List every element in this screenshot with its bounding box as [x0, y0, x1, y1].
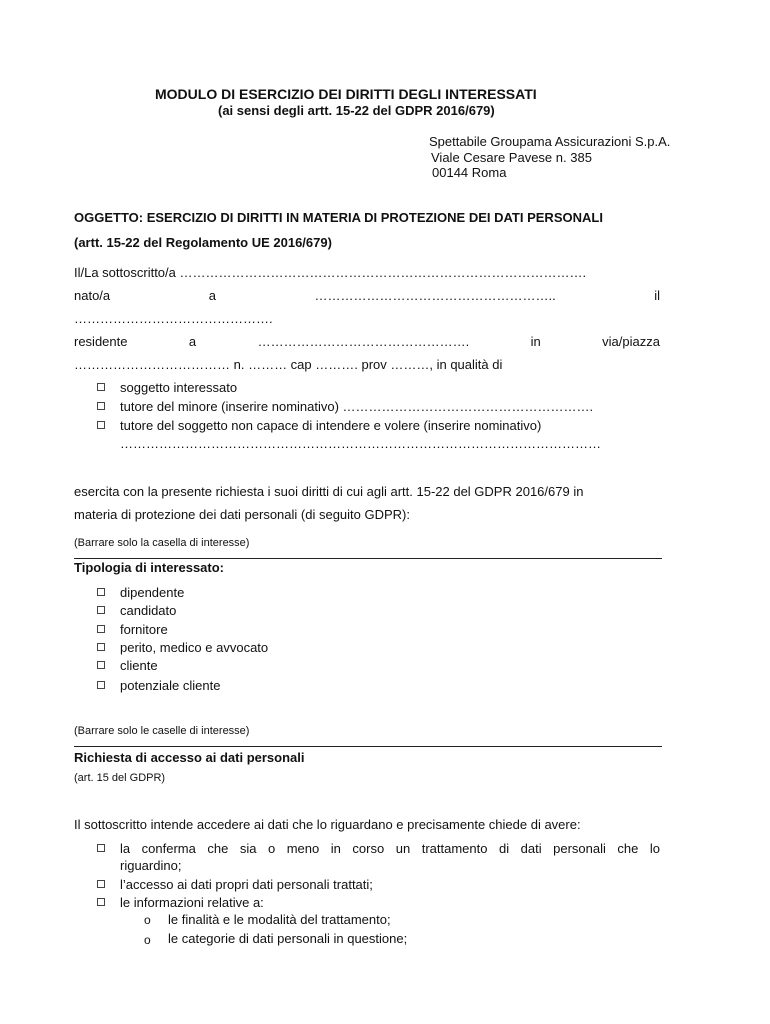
section2-intro: Il sottoscritto intende accedere ai dati che lo riguardano e precisamente chiede di avere: [74, 817, 581, 832]
checkbox-conferma[interactable] [97, 844, 105, 852]
list-item [120, 841, 660, 856]
recipient-name: Spettabile Groupama Assicurazioni S.p.A. [429, 134, 671, 149]
list-item: potenziale cliente [120, 678, 221, 693]
recipient-city: 00144 Roma [432, 165, 507, 180]
list-item: cliente [120, 658, 158, 673]
list-item: fornitore [120, 622, 168, 637]
birth-line [74, 288, 660, 303]
request-text-line2: materia di protezione dei dati personali (di seguito GDPR): [74, 507, 411, 522]
sub-list-item: le categorie di dati personali in questione; [168, 931, 408, 946]
address-details-field[interactable]: ……………………………… n. ……… cap ………. prov ………, in qualità di [74, 357, 503, 372]
checkbox-tutore-minore[interactable] [97, 402, 105, 410]
section1-divider [74, 558, 662, 559]
checkbox-dipendente[interactable] [97, 588, 105, 596]
list-item-continuation: riguardino; [120, 858, 182, 873]
checkbox-fornitore[interactable] [97, 625, 105, 633]
option-label: tutore del minore (inserire nominativo) …………………………………………………. [120, 399, 594, 414]
subject-line: OGGETTO: ESERCIZIO DI DIRITTI IN MATERIA DI PROTEZIONE DEI DATI PERSONALI [74, 210, 603, 225]
list-item: le informazioni relative a: [120, 895, 264, 910]
checkbox-perito[interactable] [97, 643, 105, 651]
checkbox-tutore-incapace[interactable] [97, 421, 105, 429]
checkbox-candidato[interactable] [97, 606, 105, 614]
section1-heading: Tipologia di interessato: [74, 560, 225, 575]
birth-at-label: a [208, 288, 216, 303]
residence-city-field[interactable]: …………………………………………. [257, 334, 470, 349]
signer-name-field[interactable]: Il/La sottoscritto/a …………………………………………………………………………………. [74, 265, 587, 280]
section1-instruction: (Barrare solo la casella di interesse) [74, 537, 250, 549]
section2-heading: Richiesta di accesso ai dati personali [74, 750, 305, 765]
birth-date-label: il [654, 288, 660, 303]
birth-date-field[interactable]: ………………………………………. [74, 311, 273, 326]
checkbox-informazioni[interactable] [97, 898, 105, 906]
sub-list-item: le finalità e le modalità del trattamento; [168, 912, 391, 927]
residence-in-label: in [530, 334, 541, 349]
nominativo-field[interactable]: ………………………………………………………………………………………………… [120, 436, 601, 451]
page-subtitle: (ai sensi degli artt. 15-22 del GDPR 2016/679) [218, 103, 495, 118]
subject-reference: (artt. 15-22 del Regolamento UE 2016/679) [74, 235, 332, 250]
request-text-line1: esercita con la presente richiesta i suoi diritti di cui agli artt. 15-22 del GDPR 2016/679 in [74, 484, 584, 499]
checkbox-cliente[interactable] [97, 661, 105, 669]
list-item-text: la conferma che sia o meno in corso un trattamento di dati personali che lo [120, 841, 660, 856]
list-item: l’accesso ai dati propri dati personali trattati; [120, 877, 373, 892]
option-text: tutore del soggetto non capace di intendere e volere (inserire nominativo) [120, 418, 542, 433]
section2-divider [74, 746, 662, 747]
residence-at-label: a [188, 334, 197, 349]
birth-place-field[interactable]: ……………………………………………….. [314, 288, 556, 303]
list-item: perito, medico e avvocato [120, 640, 269, 655]
sub-bullet-icon: o [144, 933, 151, 947]
option-label [120, 418, 660, 433]
residence-line [74, 334, 660, 349]
residence-label: residente [74, 334, 128, 349]
birth-label: nato/a [74, 288, 111, 303]
option-label: soggetto interessato [120, 380, 238, 395]
section2-article: (art. 15 del GDPR) [74, 772, 166, 784]
section2-instruction: (Barrare solo le caselle di interesse) [74, 725, 250, 737]
checkbox-accesso[interactable] [97, 880, 105, 888]
residence-street-label: via/piazza [602, 334, 660, 349]
checkbox-potenziale-cliente[interactable] [97, 681, 105, 689]
sub-bullet-icon: o [144, 913, 151, 927]
page-title: MODULO DI ESERCIZIO DEI DIRITTI DEGLI INTERESSATI [155, 86, 537, 102]
checkbox-soggetto-interessato[interactable] [97, 383, 105, 391]
list-item: candidato [120, 603, 177, 618]
recipient-street: Viale Cesare Pavese n. 385 [431, 150, 592, 165]
list-item: dipendente [120, 585, 185, 600]
